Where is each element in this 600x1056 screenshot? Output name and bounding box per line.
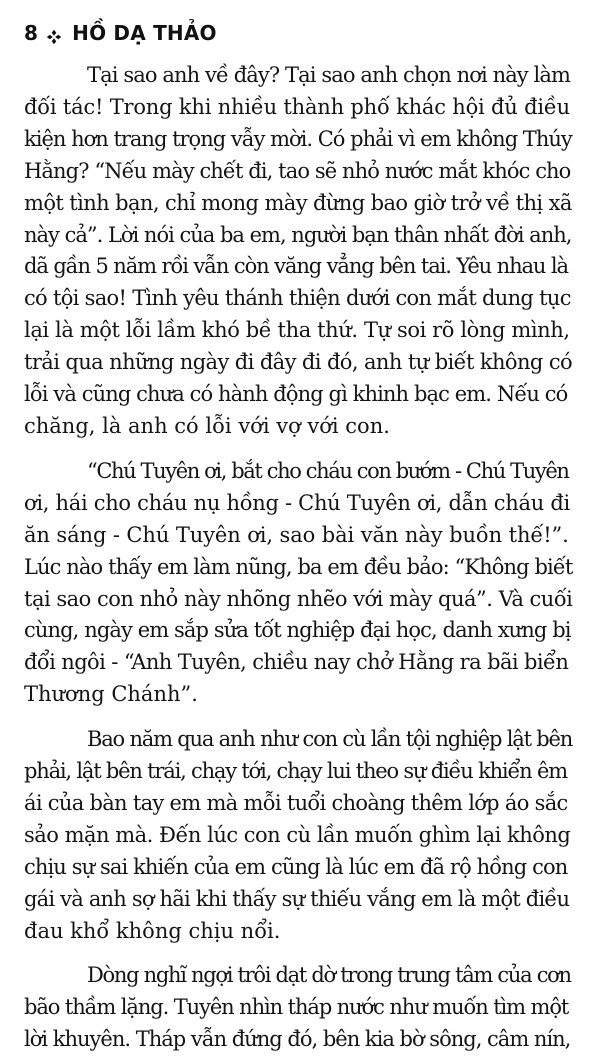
text-line: đổi ngôi - “Anh Tuyên, chiều nay chở Hằng ra bãi biển	[24, 650, 569, 675]
text-line: tại sao con nhỏ này nhõng nhẽo với mày quá”. Và cuối	[24, 586, 573, 611]
text-line: ái của bàn tay em mà mỗi tuổi choàng thêm lớp áo sắc	[24, 790, 568, 815]
text-line: lại là một lỗi lầm khó bề tha thứ. Tự soi rõ lòng mình,	[24, 318, 570, 343]
text-line: phải, lật bên trái, chạy tới, chạy lui theo sự điều khiển êm	[24, 759, 567, 784]
paragraph-3	[24, 724, 572, 947]
text-line: “Chú Tuyên ơi, bắt cho cháu con bướm - Chú Tuyên	[87, 458, 569, 483]
text-line: bão thầm lặng. Tuyên nhìn tháp nước như muốn tìm một	[24, 995, 569, 1020]
paragraph-spacing	[24, 443, 572, 456]
text-line: kiện hơn trang trọng vẫy mời. Có phải vì em không Thúy	[24, 126, 572, 151]
author-name: HỒ DẠ THẢO	[72, 21, 217, 45]
four-diamond-ornament-icon	[46, 26, 62, 42]
text-line: Hằng? “Nếu mày chết đi, tao sẽ nhỏ nước mắt khóc cho	[24, 158, 571, 183]
text-line: có tội sao! Tình yêu thánh thiện dưới con mắt dung tục	[24, 286, 571, 311]
text-line: gái và anh sợ hãi khi thấy sự thiếu vắng em là một điều	[24, 886, 570, 911]
text-line: một tình bạn, chỉ mong mày đừng bao giờ trở về thị xã	[24, 190, 572, 215]
text-line: sảo mặn mà. Đến lúc con cù lần muốn ghìm lại không	[24, 822, 571, 847]
paragraph-spacing	[24, 947, 572, 960]
text-line: ơi, hái cho cháu nụ hồng - Chú Tuyên ơi, dẫn cháu đi	[24, 490, 570, 515]
text-line: Thương Chánh”.	[24, 682, 198, 707]
text-line: Bao năm qua anh như con cù lần tội nghiệp lật bên	[87, 727, 573, 752]
paragraph-2	[24, 456, 572, 711]
text-line: chăng, là anh có lỗi với vợ với con.	[24, 413, 390, 438]
text-line: Lúc nào thấy em làm nũng, ba em đều bảo: “Không biết	[24, 554, 573, 579]
text-line: dã gần 5 năm rồi vẫn còn văng vẳng bên tai. Yêu nhau là	[24, 254, 568, 279]
text-line: đối tác! Trong khi nhiều thành phố khác hội đủ điều	[24, 94, 570, 119]
text-line: trải qua những ngày đi đây đi đó, anh tự biết không có	[24, 350, 573, 375]
text-line: lời khuyên. Tháp vẫn đứng đó, bên kia bờ sông, câm nín,	[24, 1027, 571, 1052]
page-number: 8	[24, 21, 39, 45]
text-line: cùng, ngày em sắp sửa tốt nghiệp đại học, danh xưng bị	[24, 618, 571, 643]
text-line: đau khổ không chịu nổi.	[24, 918, 281, 943]
text-line: Tại sao anh về đây? Tại sao anh chọn nơi này làm	[87, 63, 570, 87]
page-header	[24, 16, 217, 50]
text-line: lỗi và cũng chưa có hành động gì khinh bạc em. Nếu có	[24, 382, 568, 407]
paragraph-1	[24, 60, 572, 443]
paragraph-spacing	[24, 711, 572, 724]
text-line: ăn sáng - Chú Tuyên ơi, sao bài văn này buồn thế!”.	[24, 522, 569, 547]
body-text	[24, 60, 572, 1056]
paragraph-4	[24, 960, 572, 1056]
text-line: chịu sự sai khiến của em cũng là lúc em đã rộ hồng con	[24, 854, 568, 879]
text-line: này cả”. Lời nói của ba em, người bạn thân nhất đời anh,	[24, 222, 572, 247]
text-line: Dòng nghĩ ngợi trôi dạt dờ trong trung tâm của cơn	[87, 963, 571, 988]
